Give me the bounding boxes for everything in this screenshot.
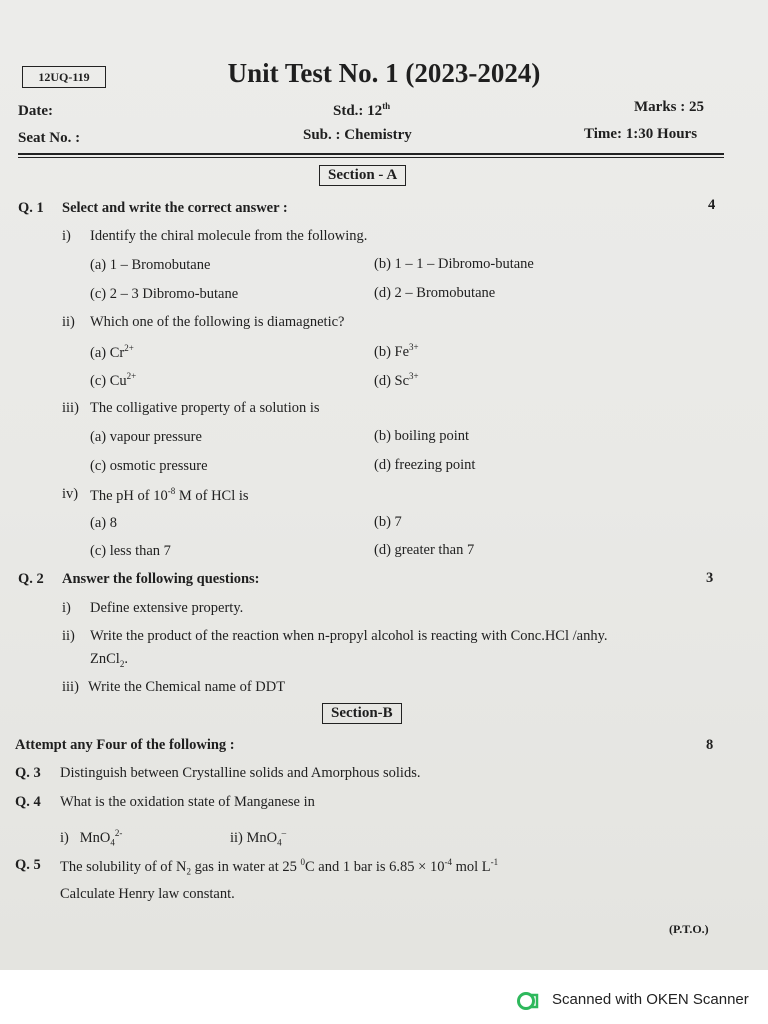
- q1-iv-option-b: (b) 7: [374, 514, 402, 530]
- q4-opt1-sub: 4: [110, 837, 115, 848]
- q2-ii-text: Write the product of the reaction when n-propyl alcohol is reacting with Conc.HCl /anhy.: [90, 628, 608, 644]
- q2-ii-number: ii): [62, 628, 75, 644]
- q4-text: What is the oxidation state of Manganese in: [60, 794, 315, 810]
- q1-iv-option-c: (c) less than 7: [90, 543, 171, 559]
- q1-iii-option-b: (b) boiling point: [374, 428, 470, 444]
- q5-text-exp2: -1: [490, 857, 499, 867]
- q1-ii-text: Which one of the following is diamagnetic?: [90, 314, 345, 330]
- std-sup: th: [382, 101, 391, 111]
- header-rule-thin: [18, 157, 724, 158]
- q4-opt2-sub: 4: [277, 837, 282, 848]
- q4-opt2-text: MnO: [246, 829, 278, 846]
- section-a-label: Section - A: [319, 165, 406, 186]
- q1-iii-text: The colligative property of a solution is: [90, 400, 320, 416]
- oken-scanner-logo-icon: [517, 991, 539, 1011]
- q1-iv-option-d: (d) greater than 7: [374, 542, 475, 558]
- q1-ii-a-sup: 2+: [124, 343, 134, 353]
- section-b-instruction: Attempt any Four of the following :: [15, 737, 235, 753]
- q1-ii-b-text: (b) Fe: [374, 343, 410, 360]
- q4-opt2-num: ii): [230, 829, 243, 846]
- q5-text: [60, 857, 498, 877]
- q5-text-deg: 0: [300, 857, 305, 867]
- q3-text: Distinguish between Crystalline solids and Amorphous solids.: [60, 765, 421, 781]
- q4-option-ii: [230, 828, 286, 848]
- q2-text: Answer the following questions:: [62, 571, 260, 587]
- q1-iv-text-sup: -8: [167, 486, 176, 496]
- seat-label: Seat No. :: [18, 130, 81, 146]
- q2-iii-text: Write the Chemical name of DDT: [88, 679, 286, 695]
- q5-instruction: Calculate Henry law constant.: [60, 886, 235, 902]
- q2-ii-cont-sub: 2: [119, 658, 125, 669]
- q1-text: Select and write the correct answer :: [62, 200, 288, 216]
- q4-opt2-sup: –: [281, 828, 287, 838]
- pto-label: (P.T.O.): [669, 922, 709, 936]
- q5-text-exp: -4: [444, 857, 452, 867]
- q1-i-option-b: (b) 1 – 1 – Dibromo-butane: [374, 256, 534, 272]
- q1-ii-d-text: (d) Sc: [374, 372, 410, 389]
- q2-ii-cont-post: .: [124, 651, 128, 667]
- q1-iv-number: iv): [62, 486, 79, 502]
- q2-number: Q. 2: [18, 571, 44, 587]
- std-label: [333, 101, 390, 120]
- q1-ii-number: ii): [62, 314, 75, 330]
- q1-ii-option-b: [374, 342, 419, 361]
- q1-i-option-d: (d) 2 – Bromobutane: [374, 285, 496, 301]
- q5-text-b: gas in water at 25: [190, 858, 301, 875]
- exam-title: Unit Test No. 1 (2023-2024): [227, 58, 541, 88]
- q1-ii-d-sup: 3+: [409, 371, 419, 381]
- marks-label: Marks : 25: [634, 99, 704, 115]
- section-b-marks: 8: [706, 737, 714, 753]
- q5-text-d: mol L: [451, 858, 491, 875]
- q1-ii-option-a: [90, 343, 134, 362]
- header-rule: [18, 153, 724, 155]
- q1-i-number: i): [62, 228, 71, 244]
- q1-ii-option-c: [90, 371, 136, 390]
- q4-opt1-sup: 2-: [114, 828, 123, 838]
- q2-marks: 3: [706, 570, 714, 586]
- q4-number: Q. 4: [15, 794, 41, 810]
- q1-iii-number: iii): [62, 400, 79, 416]
- section-b-label: Section-B: [322, 703, 402, 724]
- q1-iv-text-pre: The pH of 10: [90, 487, 168, 504]
- q1-i-text: Identify the chiral molecule from the following.: [90, 228, 368, 244]
- q5-text-c: C and 1 bar is 6.85 × 10: [305, 858, 445, 875]
- q1-i-option-a: (a) 1 – Bromobutane: [90, 257, 211, 273]
- q5-number: Q. 5: [15, 857, 41, 873]
- time-label: Time: 1:30 Hours: [584, 126, 698, 142]
- q1-ii-option-d: [374, 371, 419, 390]
- scanner-watermark: Scanned with OKEN Scanner: [552, 991, 749, 1008]
- q1-iii-option-c: (c) osmotic pressure: [90, 458, 208, 474]
- q1-ii-c-sup: 2+: [126, 371, 137, 381]
- q4-opt1-num: i): [60, 829, 69, 846]
- q1-iv-text: [90, 486, 249, 505]
- q1-iii-option-d: (d) freezing point: [374, 457, 476, 473]
- q1-iv-text-post: M of HCl is: [175, 487, 249, 504]
- subject-label: Sub. : Chemistry: [303, 127, 412, 143]
- q4-option-i: [60, 828, 122, 848]
- q1-i-option-c: (c) 2 – 3 Dibromo-butane: [90, 286, 239, 302]
- q5-text-sub: 2: [186, 866, 191, 877]
- q2-ii-continuation: [90, 651, 128, 669]
- q1-number: Q. 1: [18, 200, 44, 216]
- paper-code-text: 12UQ-119: [38, 69, 90, 84]
- q3-number: Q. 3: [15, 765, 41, 781]
- q1-iv-option-a: (a) 8: [90, 515, 117, 531]
- q4-opt1-text: MnO: [79, 829, 111, 846]
- q2-i-number: i): [62, 600, 71, 616]
- q1-ii-c-text: (c) Cu: [90, 372, 127, 389]
- q2-ii-cont-text: ZnCl: [90, 651, 120, 667]
- q1-marks: 4: [708, 197, 716, 213]
- q2-i-text: Define extensive property.: [90, 600, 244, 616]
- std-text: Std.: 12: [333, 103, 383, 119]
- q5-text-a: The solubility of of N: [60, 858, 187, 875]
- q1-ii-b-sup: 3+: [409, 342, 419, 352]
- q1-iii-option-a: (a) vapour pressure: [90, 429, 202, 445]
- q1-ii-a-text: (a) Cr: [90, 344, 125, 361]
- date-label: Date:: [18, 103, 53, 119]
- q2-iii-number: iii): [62, 679, 79, 695]
